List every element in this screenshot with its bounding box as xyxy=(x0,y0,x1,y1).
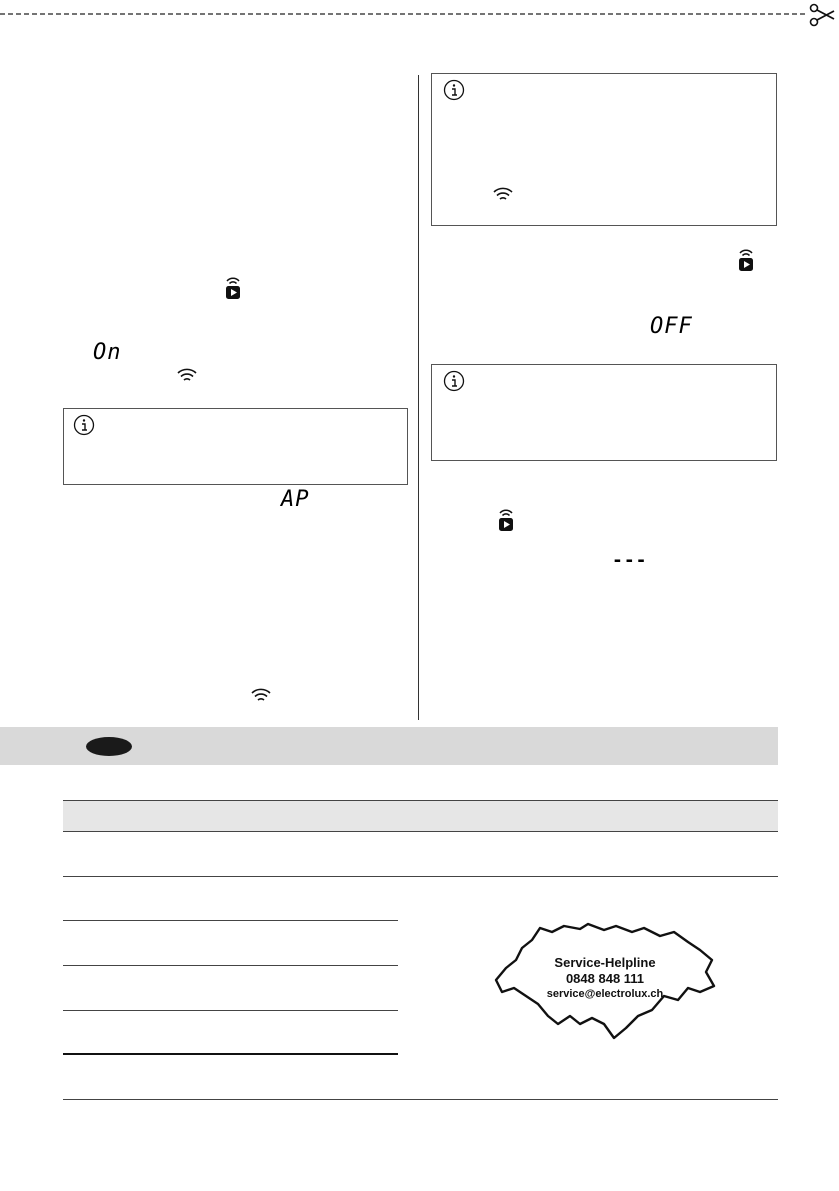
info-note-box xyxy=(63,408,408,485)
display-ap-indicator: AP xyxy=(281,487,310,512)
table-row xyxy=(63,876,778,877)
helpline-phone: 0848 848 111 xyxy=(565,971,645,986)
helpline-title: Service-Helpline xyxy=(554,955,656,970)
remote-control-play-icon xyxy=(737,246,755,272)
info-icon xyxy=(443,370,465,392)
scissors-icon xyxy=(811,5,835,26)
cut-line xyxy=(0,0,839,30)
info-icon xyxy=(73,414,95,436)
info-note-box xyxy=(431,364,777,461)
table-row xyxy=(63,1053,398,1055)
table-header xyxy=(63,800,778,832)
display-dash-indicator: --- xyxy=(612,550,648,571)
table-row xyxy=(63,1010,398,1011)
helpline-email: service@electrolux.ch xyxy=(546,988,664,1000)
wifi-icon xyxy=(250,687,272,703)
table-row xyxy=(63,920,398,921)
country-badge xyxy=(86,737,132,756)
column-divider xyxy=(418,75,419,720)
info-note-box xyxy=(431,73,777,226)
display-on-indicator: On xyxy=(93,340,122,365)
wifi-icon xyxy=(176,367,198,383)
remote-control-play-icon xyxy=(497,506,515,532)
table-row xyxy=(63,965,398,966)
table-bottom-rule xyxy=(63,1099,778,1100)
wifi-icon xyxy=(492,186,514,202)
remote-control-play-icon xyxy=(224,274,242,300)
display-off-indicator: OFF xyxy=(650,314,693,339)
info-icon xyxy=(443,79,465,101)
